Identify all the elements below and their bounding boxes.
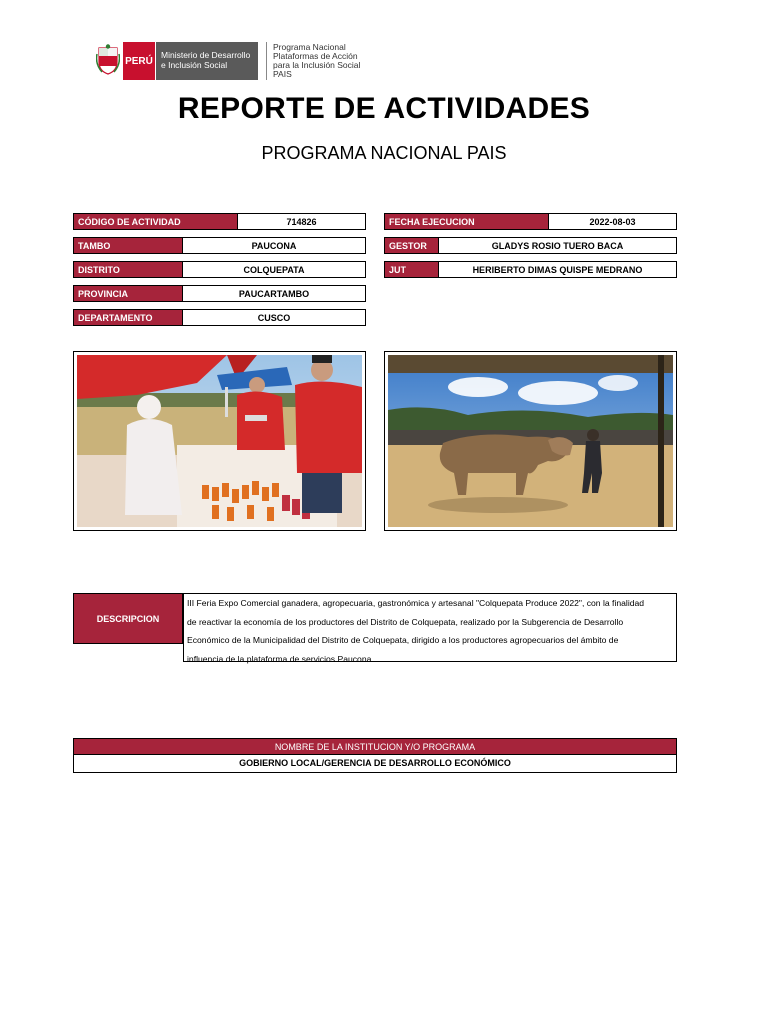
institucion-label: NOMBRE DE LA INSTITUCION Y/O PROGRAMA <box>73 738 677 755</box>
descripcion-line: Económico de la Municipalidad del Distrito de Colquepata, dirigido a los productores agropecuarios del ámbito de <box>187 635 619 645</box>
logo-divider <box>266 42 267 80</box>
fecha-value: 2022-08-03 <box>549 213 677 230</box>
codigo-label: CÓDIGO DE ACTIVIDAD <box>73 213 238 230</box>
program-line-3: para la Inclusión Social <box>273 60 361 70</box>
distrito-value: COLQUEPATA <box>183 261 366 278</box>
feria-stand-photo <box>77 355 362 527</box>
peru-brand-box <box>123 42 155 80</box>
jut-label: JUT <box>384 261 439 278</box>
ganado-photo <box>388 355 673 527</box>
descripcion-text <box>183 593 677 662</box>
ministry-line-1: Ministerio de Desarrollo <box>161 50 251 60</box>
descripcion-line: de reactivar la economía de los productores del Distrito de Colquepata, realizado por la Subgerencia de Desarrollo <box>187 616 624 627</box>
program-line-4: PAIS <box>273 69 292 79</box>
tambo-value: PAUCONA <box>183 237 366 254</box>
provincia-label: PROVINCIA <box>73 285 183 302</box>
program-line-2: Plataformas de Acción <box>273 51 358 61</box>
departamento-value: CUSCO <box>183 309 366 326</box>
tambo-label: TAMBO <box>73 237 183 254</box>
gestor-value: GLADYS ROSIO TUERO BACA <box>439 237 677 254</box>
page-title: REPORTE DE ACTIVIDADES <box>177 92 591 125</box>
distrito-label: DISTRITO <box>73 261 183 278</box>
departamento-label: DEPARTAMENTO <box>73 309 183 326</box>
descripcion-label: DESCRIPCION <box>73 593 183 644</box>
institucion-value: GOBIERNO LOCAL/GERENCIA DE DESARROLLO ECONÓMICO <box>73 755 677 773</box>
fecha-label: FECHA EJECUCION <box>384 213 549 230</box>
provincia-value: PAUCARTAMBO <box>183 285 366 302</box>
page-subtitle: PROGRAMA NACIONAL PAIS <box>261 143 507 163</box>
ministry-brand-box <box>156 42 258 80</box>
gestor-label: GESTOR <box>384 237 439 254</box>
program-line-1: Programa Nacional <box>273 42 346 52</box>
ministry-line-2: e Inclusión Social <box>161 60 228 70</box>
descripcion-line: III Feria Expo Comercial ganadera, agropecuaria, gastronómica y artesanal "Colquepata Produce 2022", con la finalidad <box>187 598 645 608</box>
jut-value: HERIBERTO DIMAS QUISPE MEDRANO <box>439 261 677 278</box>
peru-coat-of-arms-icon <box>96 44 120 76</box>
descripcion-line: influencia de la plataforma de servicios Paucona. <box>187 653 374 664</box>
program-logo-text <box>273 43 363 79</box>
logo-country: PERÚ <box>125 55 153 67</box>
codigo-value: 714826 <box>238 213 366 230</box>
